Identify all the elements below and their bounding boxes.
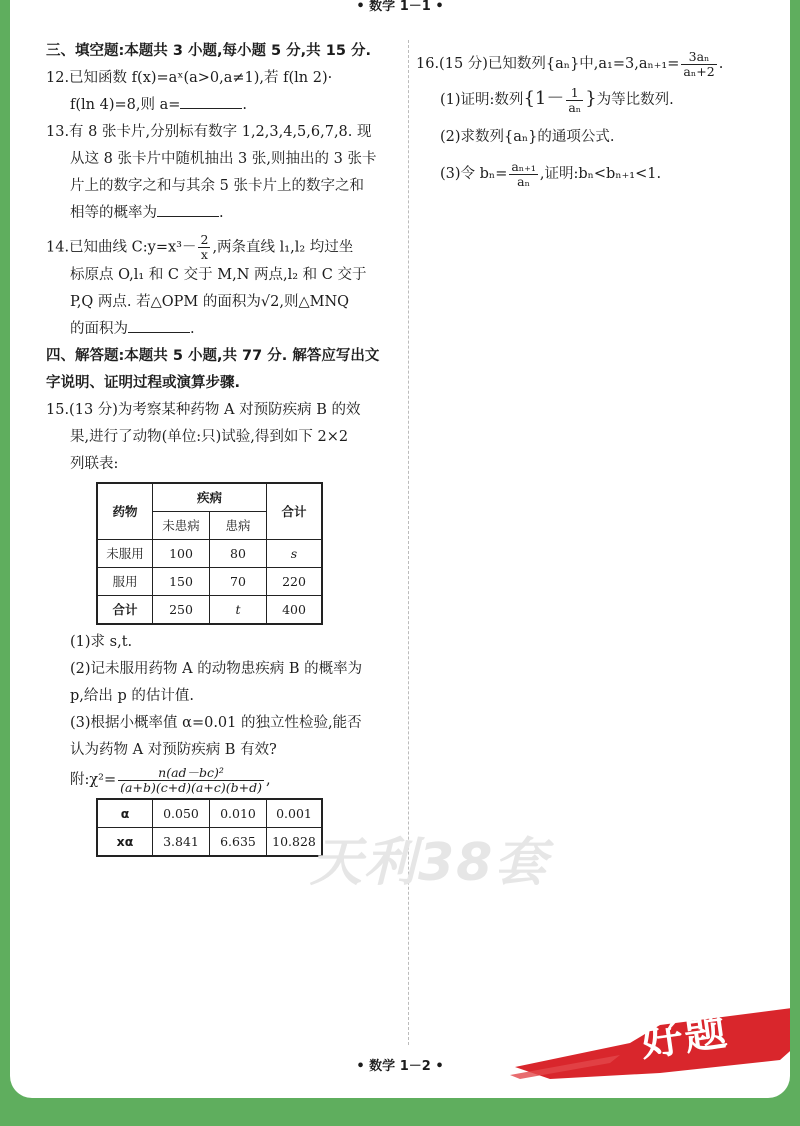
appendix-formula: 附:χ²= $\frac{\text{n(ad－bc)²}}{(a+b)(c+d)(a+c)(b+d)}$ ,: [70, 764, 271, 795]
fraction: $\frac{\text{n(ad－bc)²}}{(a+b)(c+d)(a+c)(b+d)}$: [120, 764, 262, 795]
table-cell: 服用: [97, 568, 153, 596]
table-header: 合计: [267, 483, 323, 540]
table-header: 疾病: [153, 483, 267, 512]
table-cell: t: [210, 596, 267, 625]
q14-line4: 的面积为 .: [46, 316, 402, 343]
q15-part3-line2: 认为药物 A 对预防疾病 B 有效?: [70, 742, 277, 758]
q15-line3: 列联表:: [70, 456, 119, 472]
q15-line2: 果,进行了动物(单位:只)试验,得到如下 2×2: [70, 429, 349, 445]
table-cell: 220: [267, 568, 323, 596]
q13-line2: 从这 8 张卡片中随机抽出 3 张,则抽出的 3 张卡: [70, 151, 377, 167]
q16-part1: (1)证明:数列{1－ $\frac{1}{\text{aₙ}}$ }为等比数列.: [440, 84, 674, 115]
q14-line2: 标原点 O,l₁ 和 C 交于 M,N 两点,l₂ 和 C 交于: [70, 267, 367, 283]
table-row: [97, 799, 322, 828]
answer-blank: [128, 318, 190, 333]
table-row: [97, 828, 322, 857]
section-4-title-1: 四、解答题:本题共 5 小题,共 77 分. 解答应写出文: [46, 348, 380, 364]
table-cell: 80: [210, 540, 267, 568]
table-cell: 0.001: [267, 799, 323, 828]
q16-stem: 16.(15 分)已知数列{aₙ}中,a₁=3,aₙ₊₁= $\frac{\text{3aₙ}}{\text{aₙ+2}}$ .: [416, 48, 724, 79]
answer-blank: [157, 202, 219, 217]
table-header: 患病: [210, 512, 267, 540]
table-cell: 70: [210, 568, 267, 596]
table-cell: 合计: [97, 596, 153, 625]
good-question-badge: 好题: [637, 1005, 732, 1066]
exam-page: [10, 0, 790, 1098]
q15-line1: 15.(13 分)为考察某种药物 A 对预防疾病 B 的效: [46, 402, 361, 418]
table-header: 未患病: [153, 512, 210, 540]
table-cell: xα: [97, 828, 153, 857]
fraction: $\frac{\text{aₙ₊₁}}{\text{aₙ}}$: [511, 158, 536, 189]
table-cell: 0.010: [210, 799, 267, 828]
q13-line4: 相等的概率为 .: [46, 200, 402, 227]
answer-blank: [180, 94, 242, 109]
table-row: [97, 596, 322, 625]
critical-value-table: [96, 798, 323, 857]
page-header: • 数学 1－1 •: [356, 0, 444, 14]
table-cell: 6.635: [210, 828, 267, 857]
table-cell: 0.050: [153, 799, 210, 828]
right-column: [416, 48, 771, 193]
left-column: [46, 38, 402, 857]
table-header: 药物: [97, 483, 153, 540]
section-4-title-2: 字说明、证明过程或演算步骤.: [46, 375, 241, 391]
fraction: $\frac{\text{3aₙ}}{\text{aₙ+2}}$: [683, 48, 715, 79]
q14-line3: P,Q 两点. 若△OPM 的面积为√2,则△MNQ: [70, 294, 350, 310]
q16-part2: (2)求数列{aₙ}的通项公式.: [440, 129, 615, 145]
q15-part3-line1: (3)根据小概率值 α=0.01 的独立性检验,能否: [70, 715, 362, 731]
q15-part2-line1: (2)记未服用药物 A 的动物患疾病 B 的概率为: [70, 661, 363, 677]
table-cell: 未服用: [97, 540, 153, 568]
contingency-table: [96, 482, 323, 625]
table-cell: 250: [153, 596, 210, 625]
section-3-title: 三、填空题:本题共 3 小题,每小题 5 分,共 15 分.: [46, 43, 371, 59]
q15-part2-line2: p,给出 p 的估计值.: [70, 688, 194, 704]
table-cell: 100: [153, 540, 210, 568]
table-row: [97, 540, 322, 568]
watermark-logo: 天利38套: [310, 833, 549, 893]
q12-line1: 12.已知函数 f(x)=aˣ(a>0,a≠1),若 f(ln 2)·: [46, 70, 333, 86]
q13-line1: 13.有 8 张卡片,分别标有数字 1,2,3,4,5,6,7,8. 现: [46, 124, 372, 140]
fraction: $\frac{1}{\text{aₙ}}$: [568, 84, 582, 115]
fraction: $\frac{2}{x}$: [200, 232, 209, 262]
table-row: [97, 568, 322, 596]
q12-line2: f(ln 4)=8,则 a= .: [46, 92, 402, 119]
table-cell: 400: [267, 596, 323, 625]
q13-line3: 片上的数字之和与其余 5 张卡片上的数字之和: [70, 178, 364, 194]
table-cell: 10.828: [267, 828, 323, 857]
q16-part3: (3)令 bₙ= $\frac{\text{aₙ₊₁}}{\text{aₙ}}$ ,证明:bₙ<bₙ₊₁<1.: [440, 158, 662, 189]
table-cell: α: [97, 799, 153, 828]
table-cell: s: [267, 540, 323, 568]
page-footer: • 数学 1－2 •: [356, 1059, 444, 1074]
table-cell: 3.841: [153, 828, 210, 857]
table-cell: 150: [153, 568, 210, 596]
q15-part1: (1)求 s,t.: [70, 634, 133, 650]
q14-line1: 14.已知曲线 C:y=x³－ $\frac{2}{x}$ ,两条直线 l₁,l₂ 均过坐: [46, 232, 354, 262]
